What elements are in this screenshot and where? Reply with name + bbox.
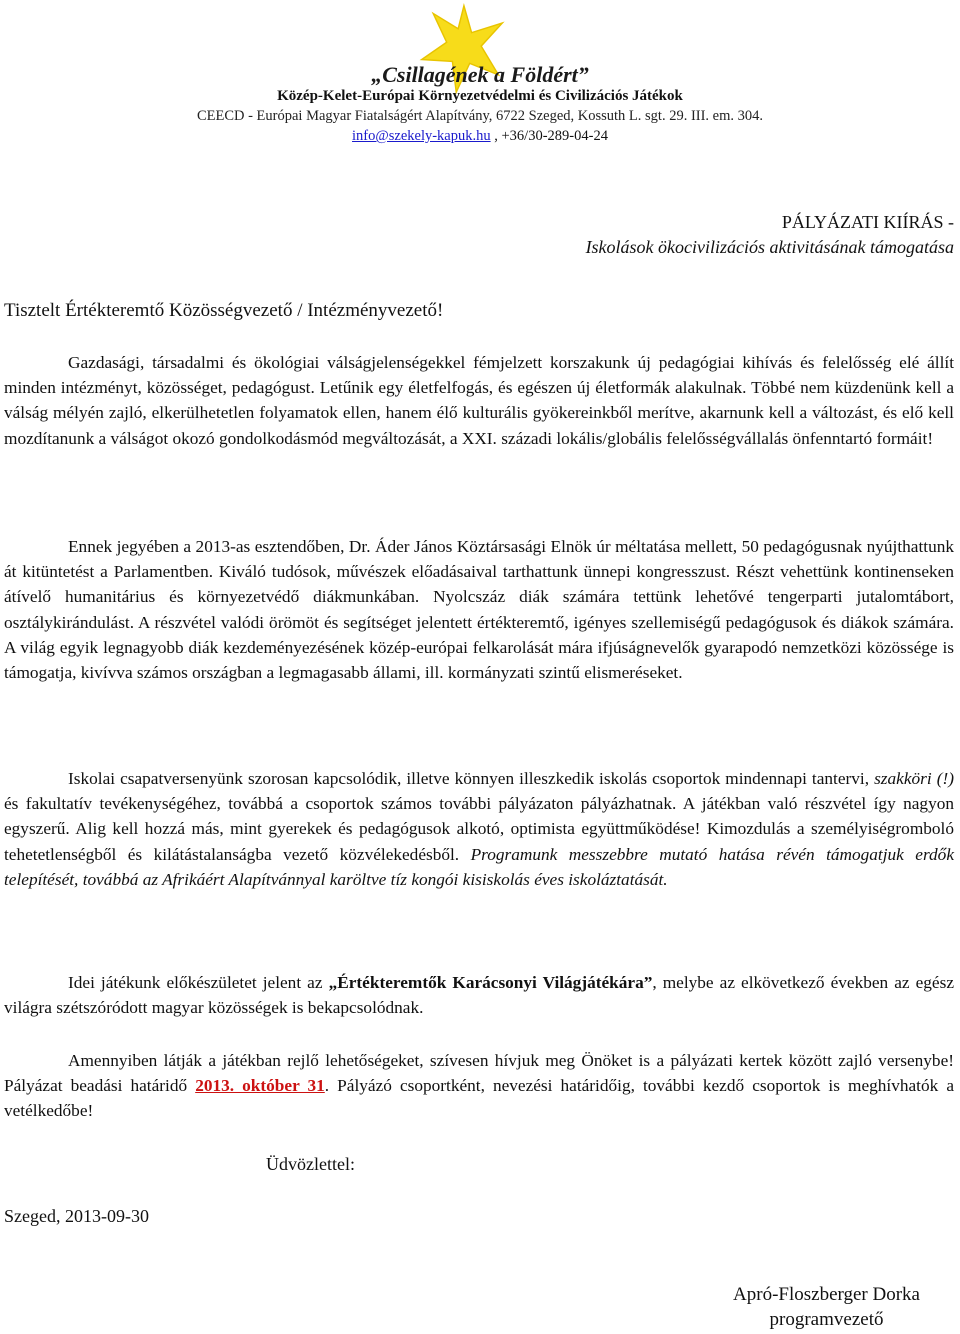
signer-role: programvezető [769, 1309, 884, 1330]
place-date: Szeged, 2013-09-30 [4, 1206, 149, 1226]
paragraph-5 [4, 1048, 954, 1124]
paragraph-4 [4, 970, 954, 1020]
paragraph-3-part-c: és fakultatív tevékenységéhez, továbbá a csoportok számos további pályázaton pályázhatnak. A játékban való részvétel így nagyon egyszerű. Alig kell hozzá más, mint gyerekek és pedagógusok alkotó, optimista együttműködése! Kimozdulás a személyiségromboló tehetetlenségből és kilátástalanságba vezető közvélekedésből. [4, 794, 954, 864]
greeting: Üdvözlettel: [266, 1154, 355, 1174]
signer-name: Apró-Floszberger Dorka [733, 1284, 920, 1305]
paragraph-3-italic: szakköri (!) [874, 769, 954, 788]
email-link[interactable]: info@szekely-kapuk.hu [352, 128, 491, 144]
phone-number: , +36/30-289-04-24 [490, 128, 608, 144]
document-title [586, 210, 954, 260]
salutation: Tisztelt Értékteremtő Közösségvezető / Intézményvezető! [4, 300, 444, 321]
paragraph-5-part-c: . Pályázó csoportként, nevezési határidőig, további kezdő csoportok is meghívhatók a vetélkedőbe! [4, 1076, 954, 1121]
title-line-1: PÁLYÁZATI KIÍRÁS - [781, 212, 954, 232]
paragraph-4-part-a: Idei játékunk előkészületet jelent az [68, 973, 329, 992]
title-line-2: Iskolások ökocivilizációs aktivitásának támogatása [585, 237, 954, 257]
org-subtitle: Közép-Kelet-Európai Környezetvédelmi és Civilizációs Játékok [277, 88, 683, 104]
paragraph-1 [4, 350, 954, 451]
org-contact [0, 128, 960, 145]
paragraph-5-part-a: Amennyiben látják a játékban rejlő lehetőségeket, szívesen hívjuk meg Önöket is a pályázati kertek között zajló versenybe! Pályázat beadási határidő [4, 1051, 954, 1096]
paragraph-2 [4, 534, 954, 685]
paragraph-3-italic-end: Programunk messzebbre mutató hatása révén támogatjuk erdők telepítését, továbbá az Afrikáért Alapítvánnyal karöltve tíz kongói kisiskolás éves iskoláztatását. [4, 844, 954, 889]
paragraph-3-part-a: Iskolai csapatversenyünk szorosan kapcsolódik, illetve könnyen illeszkedik iskolás csoportok mindennapi tantervi, [68, 769, 875, 788]
deadline-date: 2013. október 31 [195, 1076, 325, 1096]
event-name: „Értékteremtők Karácsonyi Világjátékára” [328, 973, 653, 992]
org-address: CEECD - Európai Magyar Fiatalságért Alapítvány, 6722 Szeged, Kossuth L. sgt. 29. III. em. 304. [196, 108, 764, 124]
signature-block [733, 1282, 920, 1332]
org-name: „Csillagének a Földért” [371, 62, 589, 87]
paragraph-3 [4, 766, 954, 892]
paragraph-4-part-c: , melybe az elkövetkező években az egész világra szétszóródott magyar közösségek is bekapcsolódnak. [4, 973, 954, 1018]
paragraph-1-text: Gazdasági, társadalmi és ökológiai válságjelenségekkel fémjelzett korszakunk új pedagógiai kihívás és felelősség elé állít minden intézményt, közösséget, pedagógust. Letűnik egy életfelfogás, és egészen új életformák alakulnak. Többé nem küzdenünk kell a válság mélyén zajló, elkerülhetetlen folyamatok ellen, hanem élő kulturális gyökereinkből merítve, akarnunk kell a változást, és elő kell mozdítanunk a válságot okozó gondolkodásmód megváltozását, a XXI. századi lokális/globális felelősségvállalás önfenntartó formáit! [4, 353, 954, 448]
paragraph-2-text: Ennek jegyében a 2013-as esztendőben, Dr. Áder János Köztársasági Elnök úr méltatása mellett, 50 pedagógusnak nyújthattunk át kitüntetést a Parlamentben. Kiváló tudósok, művészek előadásaival tarthattunk ünnepi kongresszust. Részt vehettünk kontinenseken átívelő humanitárius és környezetvédő diákmunkában. Nyolcszáz diák számára tettünk lehetővé tengerparti jutalomtábort, osztálykirándulást. A részvétel valódi örömöt és segítséget jelentett értékteremtő, igényes szellemiségű pedagógusok és diákok számára. A világ egyik legnagyobb diák kezdeményezésének közép-európai felkarolását mára ifjúságnevelők gyarapodó nemzetközi közössége is támogatja, kivívva számos országban a legmagasabb állami, ill. kormányzati szintű elismeréseket. [4, 537, 954, 683]
